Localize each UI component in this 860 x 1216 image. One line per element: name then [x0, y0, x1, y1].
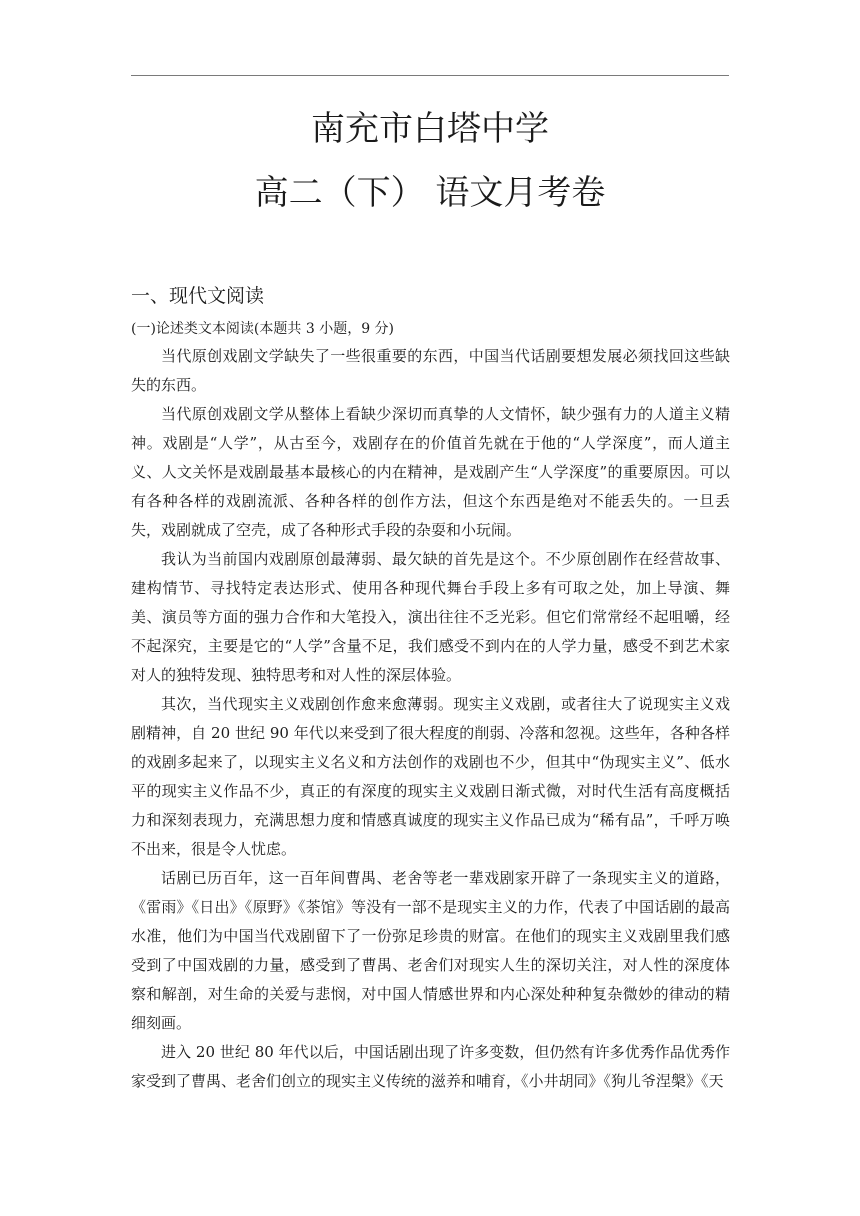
- paragraph: 我认为当前国内戏剧原创最薄弱、最欠缺的首先是这个。不少原创剧作在经营故事、建构情节、寻找特定表达形式、使用各种现代舞台手段上多有可取之处，加上导演、舞美、演员等方面的强力合作和大笔投入，演出往往不乏光彩。但它们常常经不起咀嚼，经不起深究，主要是它的“人学”含量不足，我们感受不到内在的人学力量，感受不到艺术家对人的独特发现、独特思考和对人性的深层体验。: [131, 550, 730, 684]
- section-heading: 一、现代文阅读: [131, 285, 265, 307]
- paragraph: 话剧已历百年，这一百年间曹禺、老舍等老一辈戏剧家开辟了一条现实主义的道路，《雷雨》《日出》《原野》《茶馆》等没有一部不是现实主义的力作，代表了中国话剧的最高水准，他们为中国当代戏剧留下了一份弥足珍贵的财富。在他们的现实主义戏剧里我们感受到了中国戏剧的力量，感受到了曹禺、老舍们对现实人生的深切关注，对人性的深度体察和解剖，对生命的关爱与悲悯，对中国人情感世界和内心深处种种复杂微妙的律动的精细刻画。: [131, 869, 730, 1032]
- paragraph: 当代原创戏剧文学从整体上看缺少深切而真挚的人文情怀，缺少强有力的人道主义精神。戏剧是“人学”，从古至今，戏剧存在的价值首先就在于他的“人学深度”，而人道主义、人文关怀是戏剧最基本最核心的内在精神，是戏剧产生“人学深度”的重要原因。可以有各种各样的戏剧流派、各种各样的创作方法，但这个东西是绝对不能丢失的。一旦丢失，戏剧就成了空壳，成了各种形式手段的杂耍和小玩闹。: [131, 405, 730, 539]
- school-name: 南充市白塔中学: [311, 109, 549, 149]
- header-rule: [131, 75, 729, 76]
- paragraph: 当代原创戏剧文学缺失了一些很重要的东西，中国当代话剧要想发展必须找回这些缺失的东西。: [131, 347, 730, 394]
- subsection-heading: (一)论述类文本阅读(本题共 3 小题，9 分): [131, 321, 395, 337]
- exam-title: 高二（下） 语文月考卷: [254, 173, 606, 213]
- paragraph: 其次，当代现实主义戏剧创作愈来愈薄弱。现实主义戏剧，或者往大了说现实主义戏剧精神，自 20 世纪 90 年代以来受到了很大程度的削弱、冷落和忽视。这些年，各种各样的戏剧多起来了，以现实主义名义和方法创作的戏剧也不少，但其中“伪现实主义”、低水平的现实主义作品不少，真正的有深度的现实主义戏剧日渐式微，对时代生活有高度概括力和深刻表现力，充满思想力度和情感真诚度的现实主义作品已成为“稀有品”，千呼万唤不出来，很是令人忧虑。: [131, 695, 730, 858]
- passage-body: [131, 342, 730, 1096]
- paragraph: 进入 20 世纪 80 年代以后，中国话剧出现了许多变数，但仍然有许多优秀作品优秀作家受到了曹禺、老舍们创立的现实主义传统的滋养和哺育，《小井胡同》《狗儿爷涅槃》《天: [131, 1043, 730, 1090]
